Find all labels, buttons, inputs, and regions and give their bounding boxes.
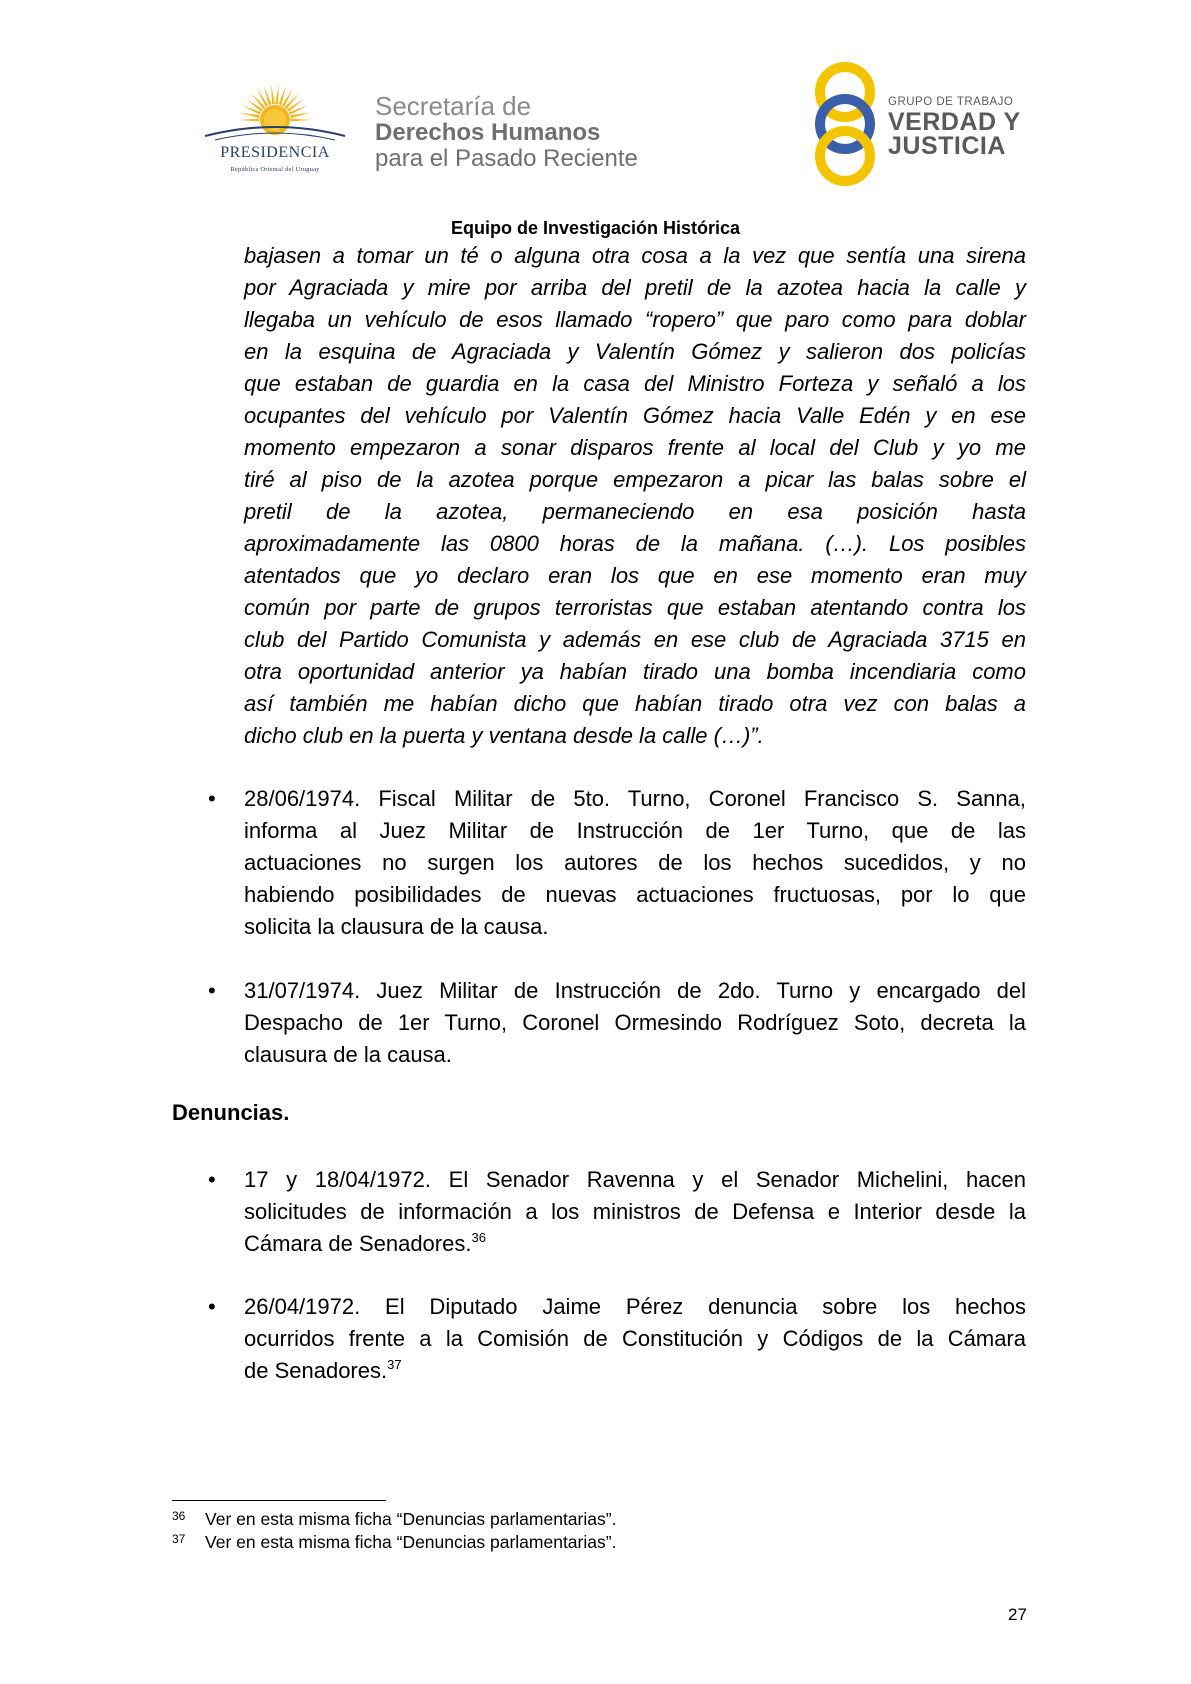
list-item-line: solicita la clausura de la causa. (244, 914, 549, 939)
quote-line: bajasen a tomar un té o alguna otra cosa a la vez que sentía una sirena (244, 243, 1026, 268)
secretaria-line-3: para el Pasado Reciente (375, 145, 638, 172)
quote-line: pretil de la azotea, permaneciendo en esa posición hasta (244, 499, 1026, 524)
footnote-text: Ver en esta misma ficha “Denuncias parlamentarias”. (205, 1532, 617, 1552)
quote-line: que estaban de guardia en la casa del Ministro Forteza y señaló a los (244, 371, 1026, 396)
quote-line: tiré al piso de la azotea porque empezaron a picar las balas sobre el (244, 467, 1026, 492)
list-item-line (244, 1228, 1026, 1260)
list-item-line: informa al Juez Militar de Instrucción de 1er Turno, que de las (244, 818, 1026, 843)
section-heading-denuncias: Denuncias. (172, 1100, 290, 1125)
list-item-line: solicitudes de información a los ministros de Defensa e Interior desde la (244, 1199, 1026, 1224)
sun-ray (257, 89, 268, 107)
list-item-line: habiendo posibilidades de nuevas actuaciones fructuosas, por lo que (244, 882, 1026, 907)
list-item-line-text: Cámara de Senadores. (244, 1231, 472, 1256)
grupo-line-1: VERDAD Y (888, 108, 1021, 136)
quote-line: ocupantes del vehículo por Valentín Gómez hacia Valle Edén y en ese (244, 403, 1026, 428)
grupo-line-2: JUSTICIA (888, 132, 1006, 160)
quote-line: por Agraciada y mire por arriba del pretil de la azotea hacia la calle y (244, 275, 1026, 300)
bullet-marker: • (208, 1167, 216, 1192)
quote-line: atentados que yo declaro eran los que en ese momento eran muy (244, 563, 1026, 588)
quote-line: en la esquina de Agraciada y Valentín Gómez y salieron dos policías (244, 339, 1026, 364)
sun-ray (275, 84, 279, 104)
grupo-verdad-justicia-logo (810, 62, 1030, 187)
footnote-number: 37 (172, 1532, 186, 1546)
footnote-number: 36 (172, 1509, 186, 1523)
list-item-line: 26/04/1972. El Diputado Jaime Pérez denuncia sobre los hechos (244, 1294, 1026, 1319)
bullet-marker: • (208, 1294, 216, 1319)
sun-ray (240, 113, 260, 119)
footnote-text: Ver en esta misma ficha “Denuncias parlamentarias”. (205, 1509, 617, 1529)
list-item-line: Despacho de 1er Turno, Coronel Ormesindo Rodríguez Soto, decreta la (244, 1010, 1026, 1035)
list-item-line: actuaciones no surgen los autores de los hechos sucedidos, y no (244, 850, 1026, 875)
presidencia-logo (195, 78, 355, 183)
list-item-line: clausura de la causa. (244, 1042, 452, 1067)
sun-emblem-icon (195, 78, 355, 148)
footnote-divider (172, 1500, 386, 1501)
secretaria-line-2: Derechos Humanos (375, 119, 601, 146)
quote-line: otra oportunidad anterior ya habían tirado una bomba incendiaria como (244, 659, 1026, 684)
sun-ray (282, 89, 293, 107)
list-item-line: 31/07/1974. Juez Militar de Instrucción de 2do. Turno y encargado del (244, 978, 1026, 1003)
list-item-line: 17 y 18/04/1972. El Senador Ravenna y el Senador Michelini, hacen (244, 1167, 1026, 1192)
sun-ray (239, 119, 259, 122)
team-name-heading: Equipo de Investigación Histórica (450, 218, 741, 238)
bullet-marker: • (208, 786, 216, 811)
quote-line: aproximadamente las 0800 horas de la mañana. (…). Los posibles (244, 531, 1026, 556)
footnote-reference-37[interactable]: 37 (387, 1357, 402, 1372)
quote-line: común por parte de grupos terroristas que estaban atentando contra los (244, 595, 1026, 620)
quote-line: momento empezaron a sonar disparos frente al local del Club y yo me (244, 435, 1026, 460)
list-item (208, 1291, 1026, 1387)
list-item-line-text: de Senadores. (244, 1358, 388, 1383)
bullet-marker: • (208, 978, 216, 1003)
list-item (208, 1164, 1026, 1260)
quoted-testimony (244, 240, 1026, 752)
quote-line: dicho club en la puerta y ventana desde la calle (…)”. (244, 723, 764, 748)
grupo-small-label: GRUPO DE TRABAJO (888, 96, 1014, 108)
secretaria-line-1: Secretaría de (375, 91, 532, 121)
page-number: 27 (1008, 1605, 1027, 1624)
sun-ray (271, 84, 275, 104)
list-item-line: ocurridos frente a la Comisión de Constitución y Códigos de la Cámara (244, 1326, 1026, 1351)
list-item-line: 28/06/1974. Fiscal Militar de 5to. Turno, Coronel Francisco S. Sanna, (244, 786, 1026, 811)
presidencia-name: PRESIDENCIA (220, 144, 330, 161)
quote-line: llegaba un vehículo de esos llamado “ropero” que paro como para doblar (244, 307, 1026, 332)
presidencia-subtitle: República Oriental del Uruguay (230, 166, 320, 173)
list-item (208, 783, 1026, 943)
list-item (208, 975, 1026, 1071)
sun-ray (290, 113, 310, 119)
quote-line: así también me habían dicho que habían tirado otra vez con balas a (244, 691, 1026, 716)
footnote-reference-36[interactable]: 36 (471, 1230, 486, 1245)
quote-line: club del Partido Comunista y además en ese club de Agraciada 3715 en (244, 627, 1026, 652)
rings-emblem-icon (810, 62, 890, 187)
list-item-line (244, 1355, 1026, 1387)
secretaria-title (375, 92, 638, 172)
sun-ray (291, 119, 311, 122)
